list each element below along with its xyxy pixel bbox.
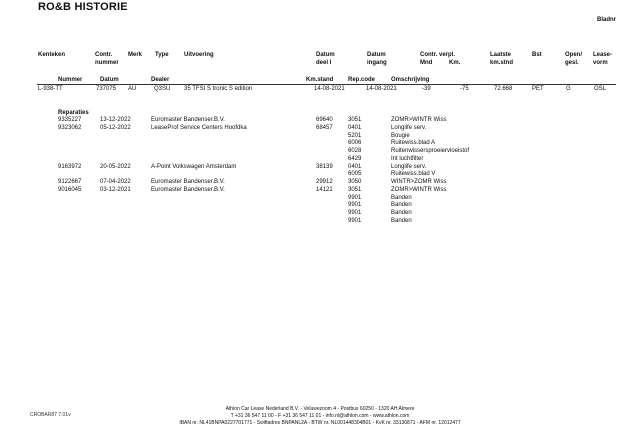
repair-dealer: Euromaster Bandenser.B.V. [151, 179, 225, 185]
footer-registration: IBAN nr. NL41BNPA0227701771 - Swiftadres BNPANL2A - BTW nr. NL001448304B01 - KvK nr. 33136871 - AFM nr. 12012477 [179, 420, 461, 426]
repair-nummer: 9335227 [58, 117, 82, 123]
header-type: Type [155, 52, 169, 58]
repair-code: 6006 [348, 140, 362, 147]
header-open-gesl: Open/ [565, 52, 583, 58]
repair-omschrijving: Ruitewiss.blad V [391, 171, 436, 178]
repair-nummer: 9122667 [58, 179, 82, 185]
vehicle-merk: AU [128, 86, 137, 92]
repair-omschrijving: Banden [391, 217, 412, 224]
repair-dealer: A-Point Volkswagen Amsterdam [151, 163, 237, 170]
repair-code: 3050 [348, 179, 362, 185]
repair-omschrijving: Banden [391, 202, 412, 209]
report-title: RO&B HISTORIE [38, 1, 128, 13]
repair-kmstand: 68457 [316, 124, 333, 131]
repair-code: 9901 [348, 210, 362, 216]
header-omschrijving: Omschrijving [391, 77, 430, 83]
vehicle-type: Q3SU [154, 86, 171, 92]
header-kmstand: Km.stand [306, 77, 334, 83]
header-bst: Bst [532, 52, 542, 58]
vehicle-uitvoering: 35 TFSI S tronic S edition [184, 86, 253, 92]
repair-dealer: Euromaster Bandenser.B.V. [151, 117, 225, 123]
repair-datum: 05-12-2022 [100, 124, 131, 131]
repair-omschrijving: Banden [391, 194, 412, 201]
vehicle-datum-ingang: 14-08-2021 [366, 86, 397, 92]
repair-omschrijving: Longlife serv. [391, 124, 427, 131]
document-id: CROBAR87 7.01v [30, 412, 71, 418]
footer-address: Athlon Car Lease Nederland B.V. - Veluwezoom 4 - Postbus 60250 - 1320 AH Almere [225, 406, 415, 412]
vehicle-contract: 737075 [96, 86, 117, 92]
vehicle-bst: PET [532, 86, 544, 92]
header-datum-deel1: Datum [316, 52, 335, 58]
repair-omschrijving: ZOMR>WINTR Wiss [391, 186, 447, 193]
repair-code: 9901 [348, 217, 362, 224]
repair-code: 0401 [348, 163, 362, 170]
repair-dealer: Euromaster Bandenser.B.V. [151, 186, 225, 193]
repair-omschrijving: WINTR>ZOMR Wiss [391, 179, 447, 185]
repair-code: 3051 [348, 186, 362, 193]
header-contract: Contr. [95, 52, 113, 58]
header-leasevorm-2: vorm [593, 59, 608, 66]
repair-datum: 03-12-2021 [100, 186, 131, 193]
repair-omschrijving: Ruitenwissersproeiervloeistof [391, 148, 470, 154]
repair-kmstand: 29912 [316, 179, 333, 185]
repair-code: 6005 [348, 171, 362, 178]
header-merk: Merk [128, 52, 143, 58]
repair-code: 0401 [348, 124, 362, 131]
header-datum-ingang-2: ingang [367, 59, 387, 66]
repair-omschrijving: Banden [391, 210, 412, 216]
header-datum: Datum [100, 77, 119, 83]
repair-datum: 07-04-2022 [100, 179, 131, 185]
repair-code: 5201 [348, 132, 362, 139]
repair-kmstand: 69640 [316, 117, 333, 123]
repair-nummer: 9323062 [58, 124, 82, 131]
repair-code: 3051 [348, 117, 362, 123]
header-divider [37, 84, 616, 85]
header-contract-2: nummer [95, 59, 119, 66]
repair-datum: 20-05-2022 [100, 163, 131, 170]
header-km: Km. [449, 59, 461, 66]
header-laatste: Laatste [490, 52, 512, 58]
repair-code: 6028 [348, 148, 362, 154]
repair-kmstand: 14121 [316, 186, 333, 193]
vehicle-leasevorm: OSL [594, 86, 607, 92]
header-nummer: Nummer [58, 77, 83, 83]
repair-code: 9901 [348, 202, 362, 209]
repair-datum: 13-12-2022 [100, 117, 131, 123]
header-open-gesl-2: gesl. [565, 59, 579, 66]
repair-omschrijving: Ruitewiss.blad A [391, 140, 436, 147]
repair-nummer: 9163972 [58, 163, 82, 170]
repair-omschrijving: Longlife serv. [391, 163, 427, 170]
vehicle-km: -75 [460, 86, 469, 92]
vehicle-kenteken: L-938-TT [38, 86, 63, 92]
header-datum-ingang: Datum [367, 52, 386, 58]
repair-kmstand: 38139 [316, 163, 333, 170]
section-reparaties: Reparaties [58, 110, 89, 116]
header-kenteken: Kenteken [38, 52, 66, 58]
vehicle-laatste-km: 72.668 [494, 86, 513, 92]
header-mnd: Mnd [420, 59, 433, 66]
vehicle-mnd: -39 [422, 86, 431, 92]
repair-omschrijving: Int luchtfilter [391, 155, 424, 162]
page-number-label: Bladnr [597, 17, 617, 23]
vehicle-datum-deel1: 14-08-2021 [314, 86, 345, 92]
header-dealer: Dealer [151, 77, 170, 83]
repair-nummer: 9016045 [58, 186, 82, 193]
header-repcode: Rep.code [348, 77, 376, 83]
repair-code: 9901 [348, 194, 362, 201]
header-leasevorm: Lease- [593, 52, 613, 58]
header-contr-verpl: Contr. verpl. [420, 52, 456, 58]
repair-omschrijving: ZOMR>WINTR Wiss [391, 117, 447, 123]
vehicle-open-gesl: G [566, 86, 571, 92]
header-datum-deel1-2: deel I [316, 59, 332, 66]
repair-omschrijving: Bougie [391, 132, 410, 139]
footer-contact: T +31 36 547 11 00 - F +31 36 547 11 01 - info.nl@athlon.com - www.athlon.com [230, 413, 410, 419]
header-laatste-2: km.stnd [490, 59, 514, 66]
repair-code: 6429 [348, 155, 362, 162]
header-uitvoering: Uitvoering [184, 52, 214, 58]
repair-dealer: LeaseProf Service Centers Hoofdka [151, 124, 247, 131]
